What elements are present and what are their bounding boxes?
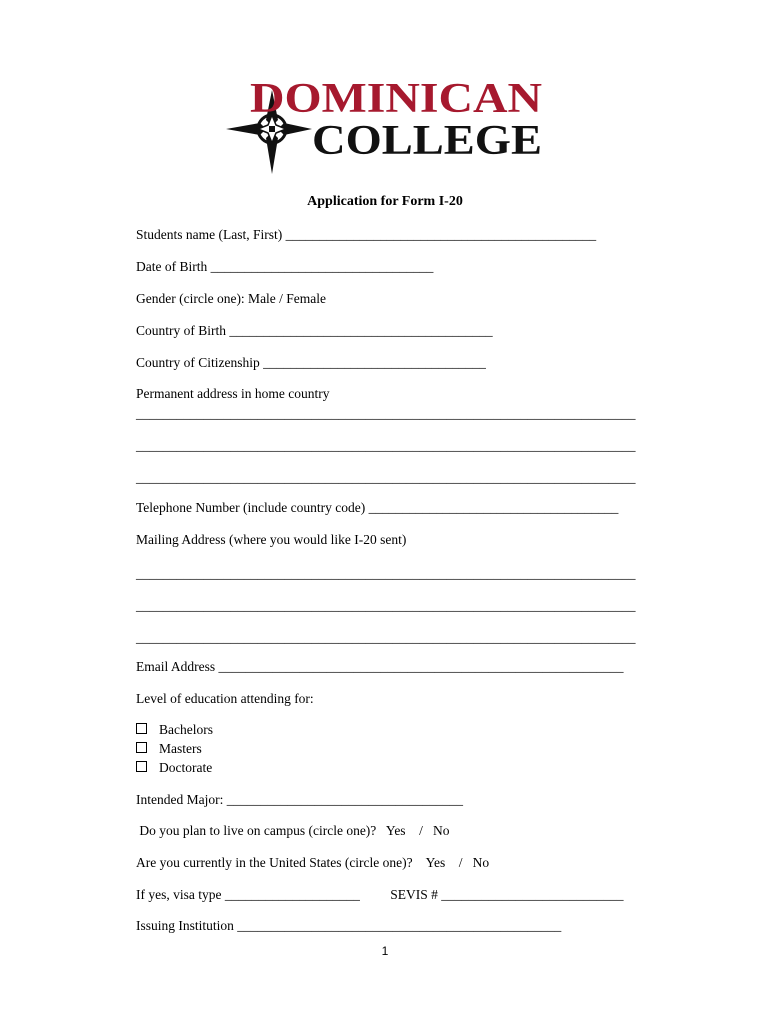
mailing-address-label: Mailing Address (where you would like I-20 sent) — [136, 532, 407, 547]
gender-field[interactable]: Gender (circle one): Male / Female — [136, 291, 327, 306]
checkbox-label: Masters — [159, 741, 202, 756]
country-of-citizenship-field[interactable]: Country of Citizenship _________________________________ — [136, 355, 486, 370]
checkbox-icon[interactable] — [136, 742, 147, 753]
checkbox-bachelors[interactable] — [136, 721, 213, 739]
checkbox-label: Doctorate — [159, 760, 213, 775]
live-on-campus-question[interactable]: Do you plan to live on campus (circle one)? Yes / No — [136, 823, 450, 838]
students-name-field[interactable]: Students name (Last, First) ______________________________________________ — [136, 227, 597, 242]
logo-line1: DOMINICAN — [250, 76, 542, 122]
mailing-address-line[interactable]: __________________________________________________________________________ — [136, 630, 636, 645]
permanent-address-label: Permanent address in home country — [136, 386, 330, 401]
checkbox-masters[interactable] — [136, 740, 202, 758]
checkbox-label: Bachelors — [159, 722, 213, 737]
visa-sevis-field[interactable]: If yes, visa type ____________________ SEVIS # ___________________________ — [136, 887, 624, 902]
date-of-birth-field[interactable]: Date of Birth _________________________________ — [136, 259, 434, 274]
country-of-birth-field[interactable]: Country of Birth _______________________________________ — [136, 323, 493, 338]
checkbox-doctorate[interactable] — [136, 759, 212, 777]
education-label: Level of education attending for: — [136, 691, 314, 706]
permanent-address-line[interactable]: __________________________________________________________________________ — [136, 438, 636, 453]
page-number: 1 — [381, 944, 389, 958]
checkbox-icon[interactable] — [136, 723, 147, 734]
issuing-institution-field[interactable]: Issuing Institution ________________________________________________ — [136, 918, 562, 933]
intended-major-field[interactable]: Intended Major: ___________________________________ — [136, 792, 463, 807]
form-title: Application for Form I-20 — [307, 194, 463, 209]
logo-line2: COLLEGE — [312, 118, 542, 164]
permanent-address-line[interactable]: __________________________________________________________________________ — [136, 406, 636, 421]
permanent-address-line[interactable]: __________________________________________________________________________ — [136, 470, 636, 485]
telephone-field[interactable]: Telephone Number (include country code) _____________________________________ — [136, 500, 619, 515]
dominican-college-logo — [222, 68, 552, 180]
checkbox-icon[interactable] — [136, 761, 147, 772]
currently-in-us-question[interactable]: Are you currently in the United States (circle one)? Yes / No — [136, 855, 490, 870]
email-field[interactable]: Email Address ____________________________________________________________ — [136, 659, 624, 674]
mailing-address-line[interactable]: __________________________________________________________________________ — [136, 566, 636, 581]
mailing-address-line[interactable]: __________________________________________________________________________ — [136, 598, 636, 613]
